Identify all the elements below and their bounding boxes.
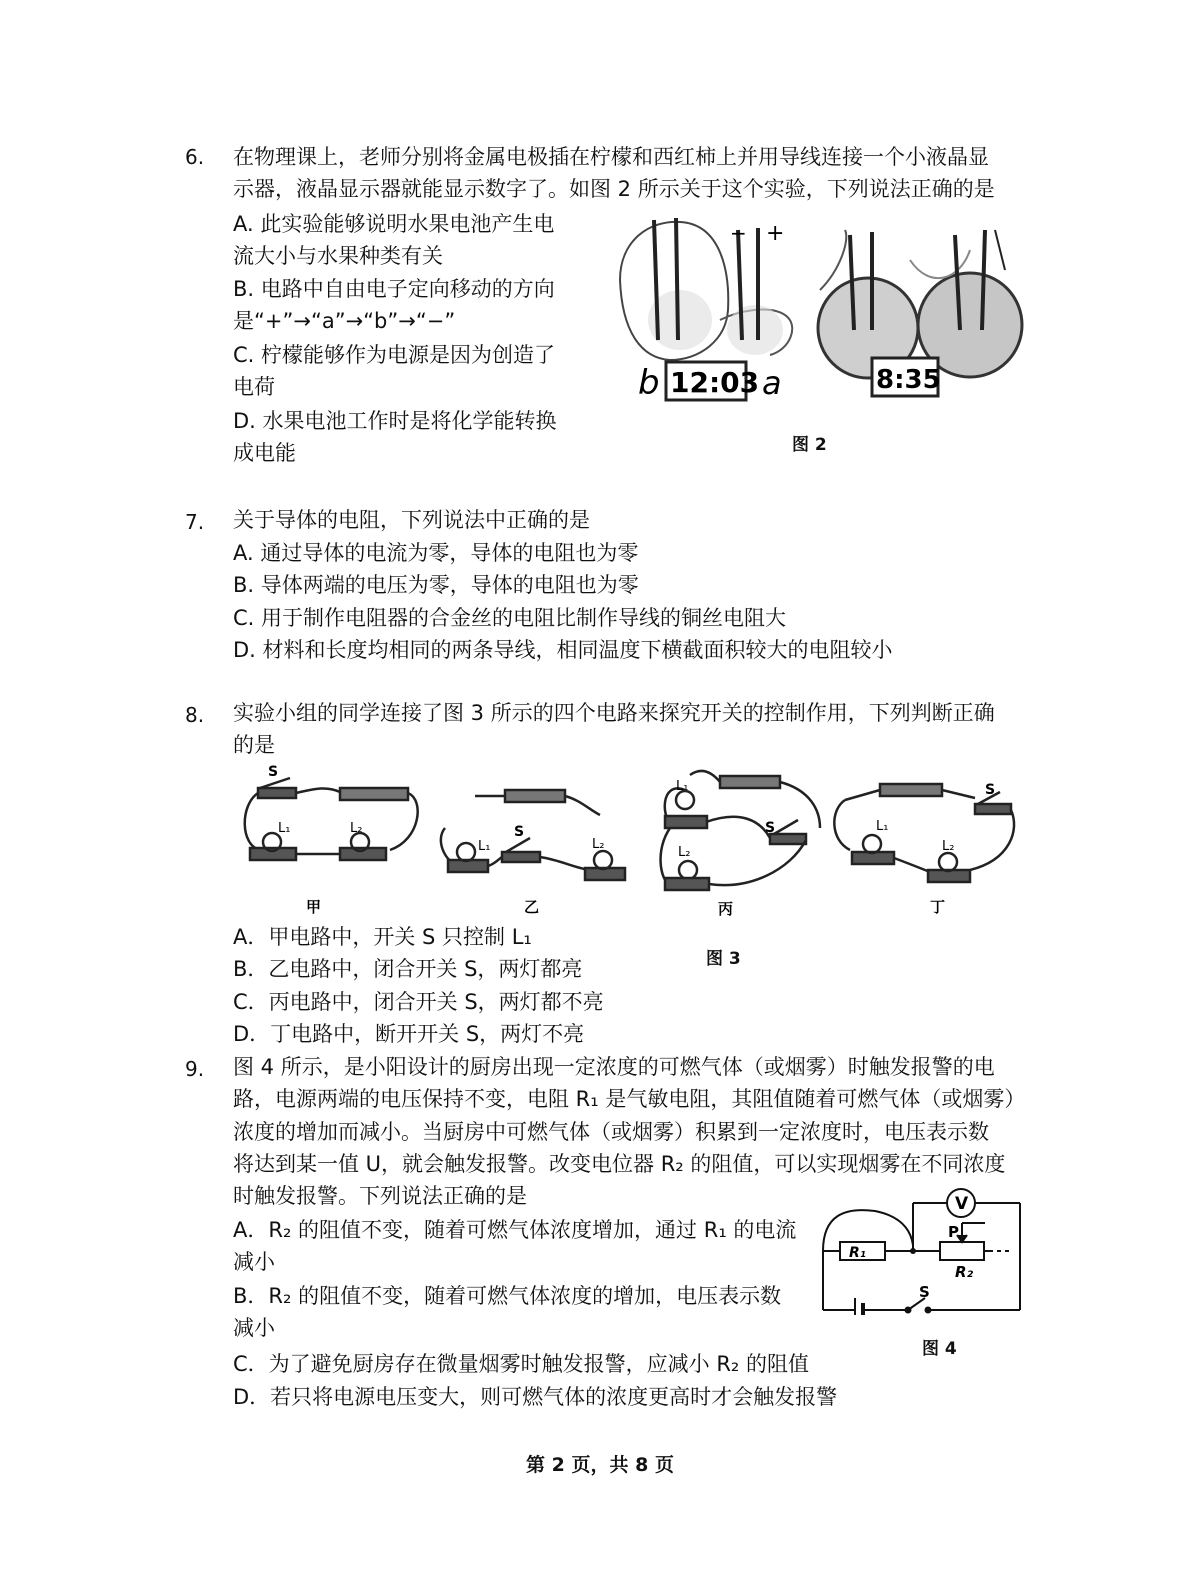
circuit-bing-switch-label: S: [765, 820, 776, 836]
question-7-option-a: A. 通过导体的电流为零，导体的电阻也为零: [233, 541, 639, 565]
circuit-yi: [441, 790, 625, 880]
question-6-option-c-line-1: C. 柠檬能够作为电源是因为创造了: [233, 343, 556, 367]
figure-2-fruit-battery-photo: [610, 200, 1030, 420]
question-6-option-a-line-2: 流大小与水果种类有关: [233, 244, 443, 268]
figure-4-r1-label: R₁: [849, 1245, 866, 1261]
question-8-option-b: B．乙电路中，闭合开关 S，两灯都亮: [233, 957, 583, 981]
question-9-option-c: C．为了避免厨房存在微量烟雾时触发报警，应减小 R₂ 的阻值: [233, 1352, 810, 1376]
circuit-ding: [834, 784, 1014, 882]
question-6-stem-line-2: 示器，液晶显示器就能显示数字了。如图 2 所示关于这个实验，下列说法正确的是: [233, 177, 995, 201]
question-9-option-b-line-1: B．R₂ 的阻值不变，随着可燃气体浓度的增加，电压表示数: [233, 1284, 782, 1308]
question-8-stem-line-2: 的是: [233, 733, 275, 757]
figure-4-switch-label: S: [919, 1283, 930, 1301]
figure-2-caption: 图 2: [792, 435, 827, 455]
circuit-bing-lamp2-label: L₂: [678, 845, 691, 860]
question-6-option-d-line-2: 成电能: [233, 441, 296, 465]
question-6-option-a-line-1: A. 此实验能够说明水果电池产生电: [233, 212, 555, 236]
question-7-stem: 关于导体的电阻，下列说法中正确的是: [233, 508, 590, 532]
question-9-option-b-line-2: 减小: [233, 1316, 275, 1340]
question-9-stem-line-3: 浓度的增加而减小。当厨房中可燃气体（或烟雾）积累到一定浓度时，电压表示数: [233, 1120, 989, 1144]
figure-3-circuits: [230, 760, 1030, 920]
question-8-option-a: A．甲电路中，开关 S 只控制 L₁: [233, 925, 532, 949]
circuit-bing-lamp1-label: L₁: [676, 779, 689, 794]
question-8-option-c: C．丙电路中，闭合开关 S，两灯都不亮: [233, 990, 604, 1014]
question-6-option-b-line-1: B. 电路中自由电子定向移动的方向: [233, 277, 555, 301]
circuit-ding-lamp1-label: L₁: [876, 819, 889, 834]
circuit-jia-switch-label: S: [268, 764, 279, 780]
question-9-number: 9.: [185, 1057, 205, 1081]
circuit-jia-lamp2-label: L₂: [350, 821, 363, 836]
question-8-number: 8.: [185, 703, 205, 727]
figure-2-right-display: 8:35: [876, 365, 941, 395]
figure-2-label-a: a: [762, 364, 782, 402]
question-9-stem-line-1: 图 4 所示，是小阳设计的厨房出现一定浓度的可燃气体（或烟雾）时触发报警的电: [233, 1055, 995, 1079]
question-8-option-d: D．丁电路中，断开开关 S，两灯不亮: [233, 1022, 585, 1046]
circuit-jia-lamp1-label: L₁: [278, 821, 291, 836]
circuit-yi-lamp1-label: L₁: [478, 839, 491, 854]
question-9-stem-line-4: 将达到某一值 U，就会触发报警。改变电位器 R₂ 的阻值，可以实现烟雾在不同浓度: [233, 1152, 1006, 1176]
circuit-label-yi: 乙: [524, 898, 540, 916]
question-6-stem-line-1: 在物理课上，老师分别将金属电极插在柠檬和西红柿上并用导线连接一个小液晶显: [233, 145, 989, 169]
question-7-option-d: D. 材料和长度均相同的两条导线，相同温度下横截面积较大的电阻较小: [233, 638, 893, 662]
figure-4-r2-label: R₂: [955, 1263, 974, 1281]
circuit-yi-lamp2-label: L₂: [592, 837, 605, 852]
question-9-stem-line-2: 路，电源两端的电压保持不变，电阻 R₁ 是气敏电阻，其阻值随着可燃气体（或烟雾）: [233, 1087, 1026, 1111]
question-9-option-d: D．若只将电源电压变大，则可燃气体的浓度更高时才会触发报警: [233, 1385, 838, 1409]
figure-2-left-display: 12:03: [670, 366, 760, 399]
figure-2-minus-sign: −: [730, 221, 747, 245]
question-8-stem-line-1: 实验小组的同学连接了图 3 所示的四个电路来探究开关的控制作用，下列判断正确: [233, 701, 995, 725]
question-6-option-d-line-1: D. 水果电池工作时是将化学能转换: [233, 409, 557, 433]
circuit-label-ding: 丁: [930, 898, 946, 916]
circuit-yi-switch-label: S: [514, 824, 525, 840]
question-9-option-a-line-1: A．R₂ 的阻值不变，随着可燃气体浓度增加，通过 R₁ 的电流: [233, 1218, 797, 1242]
question-9-stem-line-5: 时触发报警。下列说法正确的是: [233, 1184, 527, 1208]
figure-3-caption: 图 3: [706, 949, 741, 969]
figure-4-voltmeter-label: V: [955, 1194, 969, 1214]
question-7-number: 7.: [185, 510, 205, 534]
figure-2-plus-sign: +: [766, 221, 785, 246]
circuit-label-bing: 丙: [718, 900, 734, 918]
figure-2-label-b: b: [638, 363, 660, 403]
circuit-ding-lamp2-label: L₂: [942, 839, 955, 854]
question-6-option-c-line-2: 电荷: [233, 375, 275, 399]
circuit-jia: [245, 778, 418, 860]
figure-4-alarm-circuit: [815, 1185, 1030, 1315]
question-9-option-a-line-2: 减小: [233, 1250, 275, 1274]
question-6-option-b-line-2: 是“+”→“a”→“b”→“−”: [233, 309, 456, 333]
page-footer: 第 2 页，共 8 页: [526, 1454, 674, 1476]
question-6-number: 6.: [185, 145, 205, 169]
figure-4-slider-label: P: [948, 1223, 959, 1241]
question-7-option-b: B. 导体两端的电压为零，导体的电阻也为零: [233, 573, 639, 597]
figure-4-caption: 图 4: [922, 1339, 957, 1359]
question-7-option-c: C. 用于制作电阻器的合金丝的电阻比制作导线的铜丝电阻大: [233, 606, 787, 630]
circuit-label-jia: 甲: [306, 898, 322, 916]
circuit-ding-switch-label: S: [985, 782, 996, 798]
